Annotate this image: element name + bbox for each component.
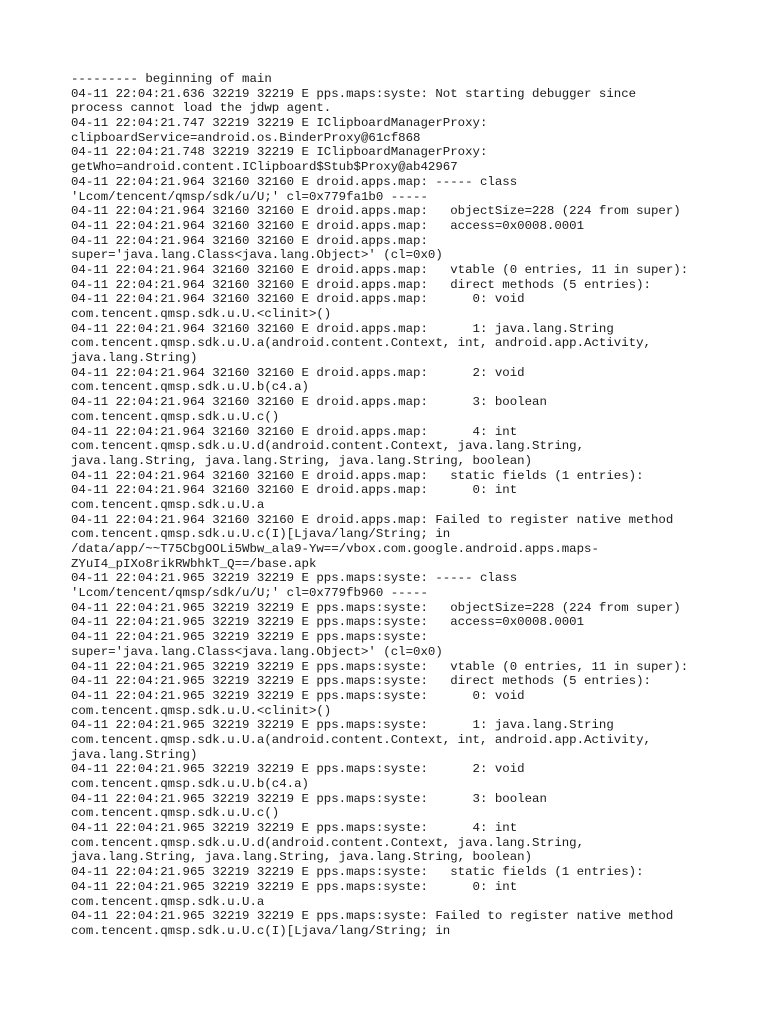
log-line: 04-11 22:04:21.965 32219 32219 E pps.maps:syste: Failed to register native method	[71, 909, 674, 924]
log-text-block	[71, 72, 731, 939]
log-line: 04-11 22:04:21.965 32219 32219 E pps.maps:syste: access=0x0008.0001	[71, 615, 585, 630]
log-line: com.tencent.qmsp.sdk.u.U.a(android.content.Context, int, android.app.Activity,	[71, 336, 651, 351]
log-line: 04-11 22:04:21.964 32160 32160 E droid.apps.map: ----- class	[71, 174, 518, 189]
log-line: 04-11 22:04:21.964 32160 32160 E droid.apps.map: 0: void	[71, 292, 525, 307]
log-line: 04-11 22:04:21.965 32219 32219 E pps.maps:syste: 0: void	[71, 688, 525, 703]
log-line: super='java.lang.Class<java.lang.Object>' (cl=0x0)	[71, 248, 443, 263]
log-line: 04-11 22:04:21.964 32160 32160 E droid.apps.map: 0: int	[71, 483, 518, 498]
log-line: 04-11 22:04:21.748 32219 32219 E IClipboardManagerProxy:	[71, 145, 488, 160]
log-line: 04-11 22:04:21.965 32219 32219 E pps.maps:syste: static fields (1 entries):	[71, 865, 644, 880]
log-line: java.lang.String, java.lang.String, java.lang.String, boolean)	[71, 850, 533, 865]
log-line: 04-11 22:04:21.965 32219 32219 E pps.maps:syste: ----- class	[71, 571, 518, 586]
log-line: 04-11 22:04:21.964 32160 32160 E droid.apps.map: 2: void	[71, 365, 525, 380]
log-line: 04-11 22:04:21.747 32219 32219 E IClipboardManagerProxy:	[71, 116, 488, 131]
log-line: clipboardService=android.os.BinderProxy@61cf868	[71, 130, 421, 145]
log-line: java.lang.String)	[71, 351, 198, 366]
log-line: getWho=android.content.IClipboard$Stub$Proxy@ab42967	[71, 160, 458, 175]
log-line: 04-11 22:04:21.964 32160 32160 E droid.apps.map:	[71, 233, 428, 248]
log-line: com.tencent.qmsp.sdk.u.U.a	[71, 894, 265, 909]
log-line: java.lang.String)	[71, 747, 198, 762]
log-line: 04-11 22:04:21.965 32219 32219 E pps.maps:syste: direct methods (5 entries):	[71, 674, 651, 689]
log-line: 04-11 22:04:21.964 32160 32160 E droid.apps.map: access=0x0008.0001	[71, 218, 585, 233]
log-line: 04-11 22:04:21.965 32219 32219 E pps.maps:syste: 4: int	[71, 821, 518, 836]
log-line: com.tencent.qmsp.sdk.u.U.c(I)[Ljava/lang/String; in	[71, 923, 451, 938]
log-line: 04-11 22:04:21.964 32160 32160 E droid.apps.map: objectSize=228 (224 from super)	[71, 204, 681, 219]
log-line: 04-11 22:04:21.965 32219 32219 E pps.maps:syste: 0: int	[71, 879, 518, 894]
log-line: super='java.lang.Class<java.lang.Object>' (cl=0x0)	[71, 644, 443, 659]
log-line: java.lang.String, java.lang.String, java.lang.String, boolean)	[71, 453, 533, 468]
log-line: --------- beginning of main	[71, 72, 272, 86]
log-line: 04-11 22:04:21.965 32219 32219 E pps.maps:syste: 1: java.lang.String	[71, 718, 614, 733]
log-line: com.tencent.qmsp.sdk.u.U.<clinit>()	[71, 307, 332, 321]
log-line: 04-11 22:04:21.964 32160 32160 E droid.apps.map: static fields (1 entries):	[71, 468, 644, 483]
log-line: 04-11 22:04:21.964 32160 32160 E droid.apps.map: 4: int	[71, 424, 518, 439]
log-line: 'Lcom/tencent/qmsp/sdk/u/U;' cl=0x779fa1b0 -----	[71, 189, 428, 204]
log-line: com.tencent.qmsp.sdk.u.U.d(android.content.Context, java.lang.String,	[71, 439, 585, 454]
log-line: process cannot load the jdwp agent.	[71, 101, 332, 116]
log-line: 04-11 22:04:21.965 32219 32219 E pps.maps:syste: 2: void	[71, 762, 525, 777]
log-line: com.tencent.qmsp.sdk.u.U.b(c4.a)	[71, 380, 309, 395]
log-line: com.tencent.qmsp.sdk.u.U.b(c4.a)	[71, 777, 309, 791]
log-line: com.tencent.qmsp.sdk.u.U.c()	[71, 409, 280, 424]
log-line: 04-11 22:04:21.965 32219 32219 E pps.maps:syste: objectSize=228 (224 from super)	[71, 600, 681, 615]
log-line: com.tencent.qmsp.sdk.u.U.c()	[71, 806, 280, 821]
log-line: com.tencent.qmsp.sdk.u.U.a(android.content.Context, int, android.app.Activity,	[71, 732, 651, 747]
log-line: ZYuI4_pIXo8rikRWbhkT_Q==/base.apk	[71, 556, 317, 571]
log-line: 04-11 22:04:21.965 32219 32219 E pps.maps:syste: vtable (0 entries, 11 in super):	[71, 659, 689, 674]
log-line: 04-11 22:04:21.964 32160 32160 E droid.apps.map: Failed to register native method	[71, 512, 674, 527]
log-line: 'Lcom/tencent/qmsp/sdk/u/U;' cl=0x779fb960 -----	[71, 586, 428, 601]
log-line: com.tencent.qmsp.sdk.u.U.<clinit>()	[71, 703, 332, 718]
log-line: com.tencent.qmsp.sdk.u.U.d(android.content.Context, java.lang.String,	[71, 835, 585, 850]
log-line: 04-11 22:04:21.964 32160 32160 E droid.apps.map: 3: boolean	[71, 395, 547, 410]
log-line: com.tencent.qmsp.sdk.u.U.a	[71, 497, 265, 512]
log-line: com.tencent.qmsp.sdk.u.U.c(I)[Ljava/lang/String; in	[71, 527, 451, 542]
log-line: 04-11 22:04:21.965 32219 32219 E pps.maps:syste: 3: boolean	[71, 791, 547, 806]
log-line: /data/app/~~T75CbgOOLi5Wbw_ala9-Yw==/vbox.com.google.android.apps.maps-	[71, 542, 599, 556]
log-line: 04-11 22:04:21.636 32219 32219 E pps.maps:syste: Not starting debugger since	[71, 86, 637, 101]
log-line: 04-11 22:04:21.964 32160 32160 E droid.apps.map: vtable (0 entries, 11 in super):	[71, 262, 689, 277]
log-line: 04-11 22:04:21.964 32160 32160 E droid.apps.map: 1: java.lang.String	[71, 321, 614, 336]
log-line: 04-11 22:04:21.965 32219 32219 E pps.maps:syste:	[71, 630, 428, 645]
log-line: 04-11 22:04:21.964 32160 32160 E droid.apps.map: direct methods (5 entries):	[71, 277, 651, 292]
